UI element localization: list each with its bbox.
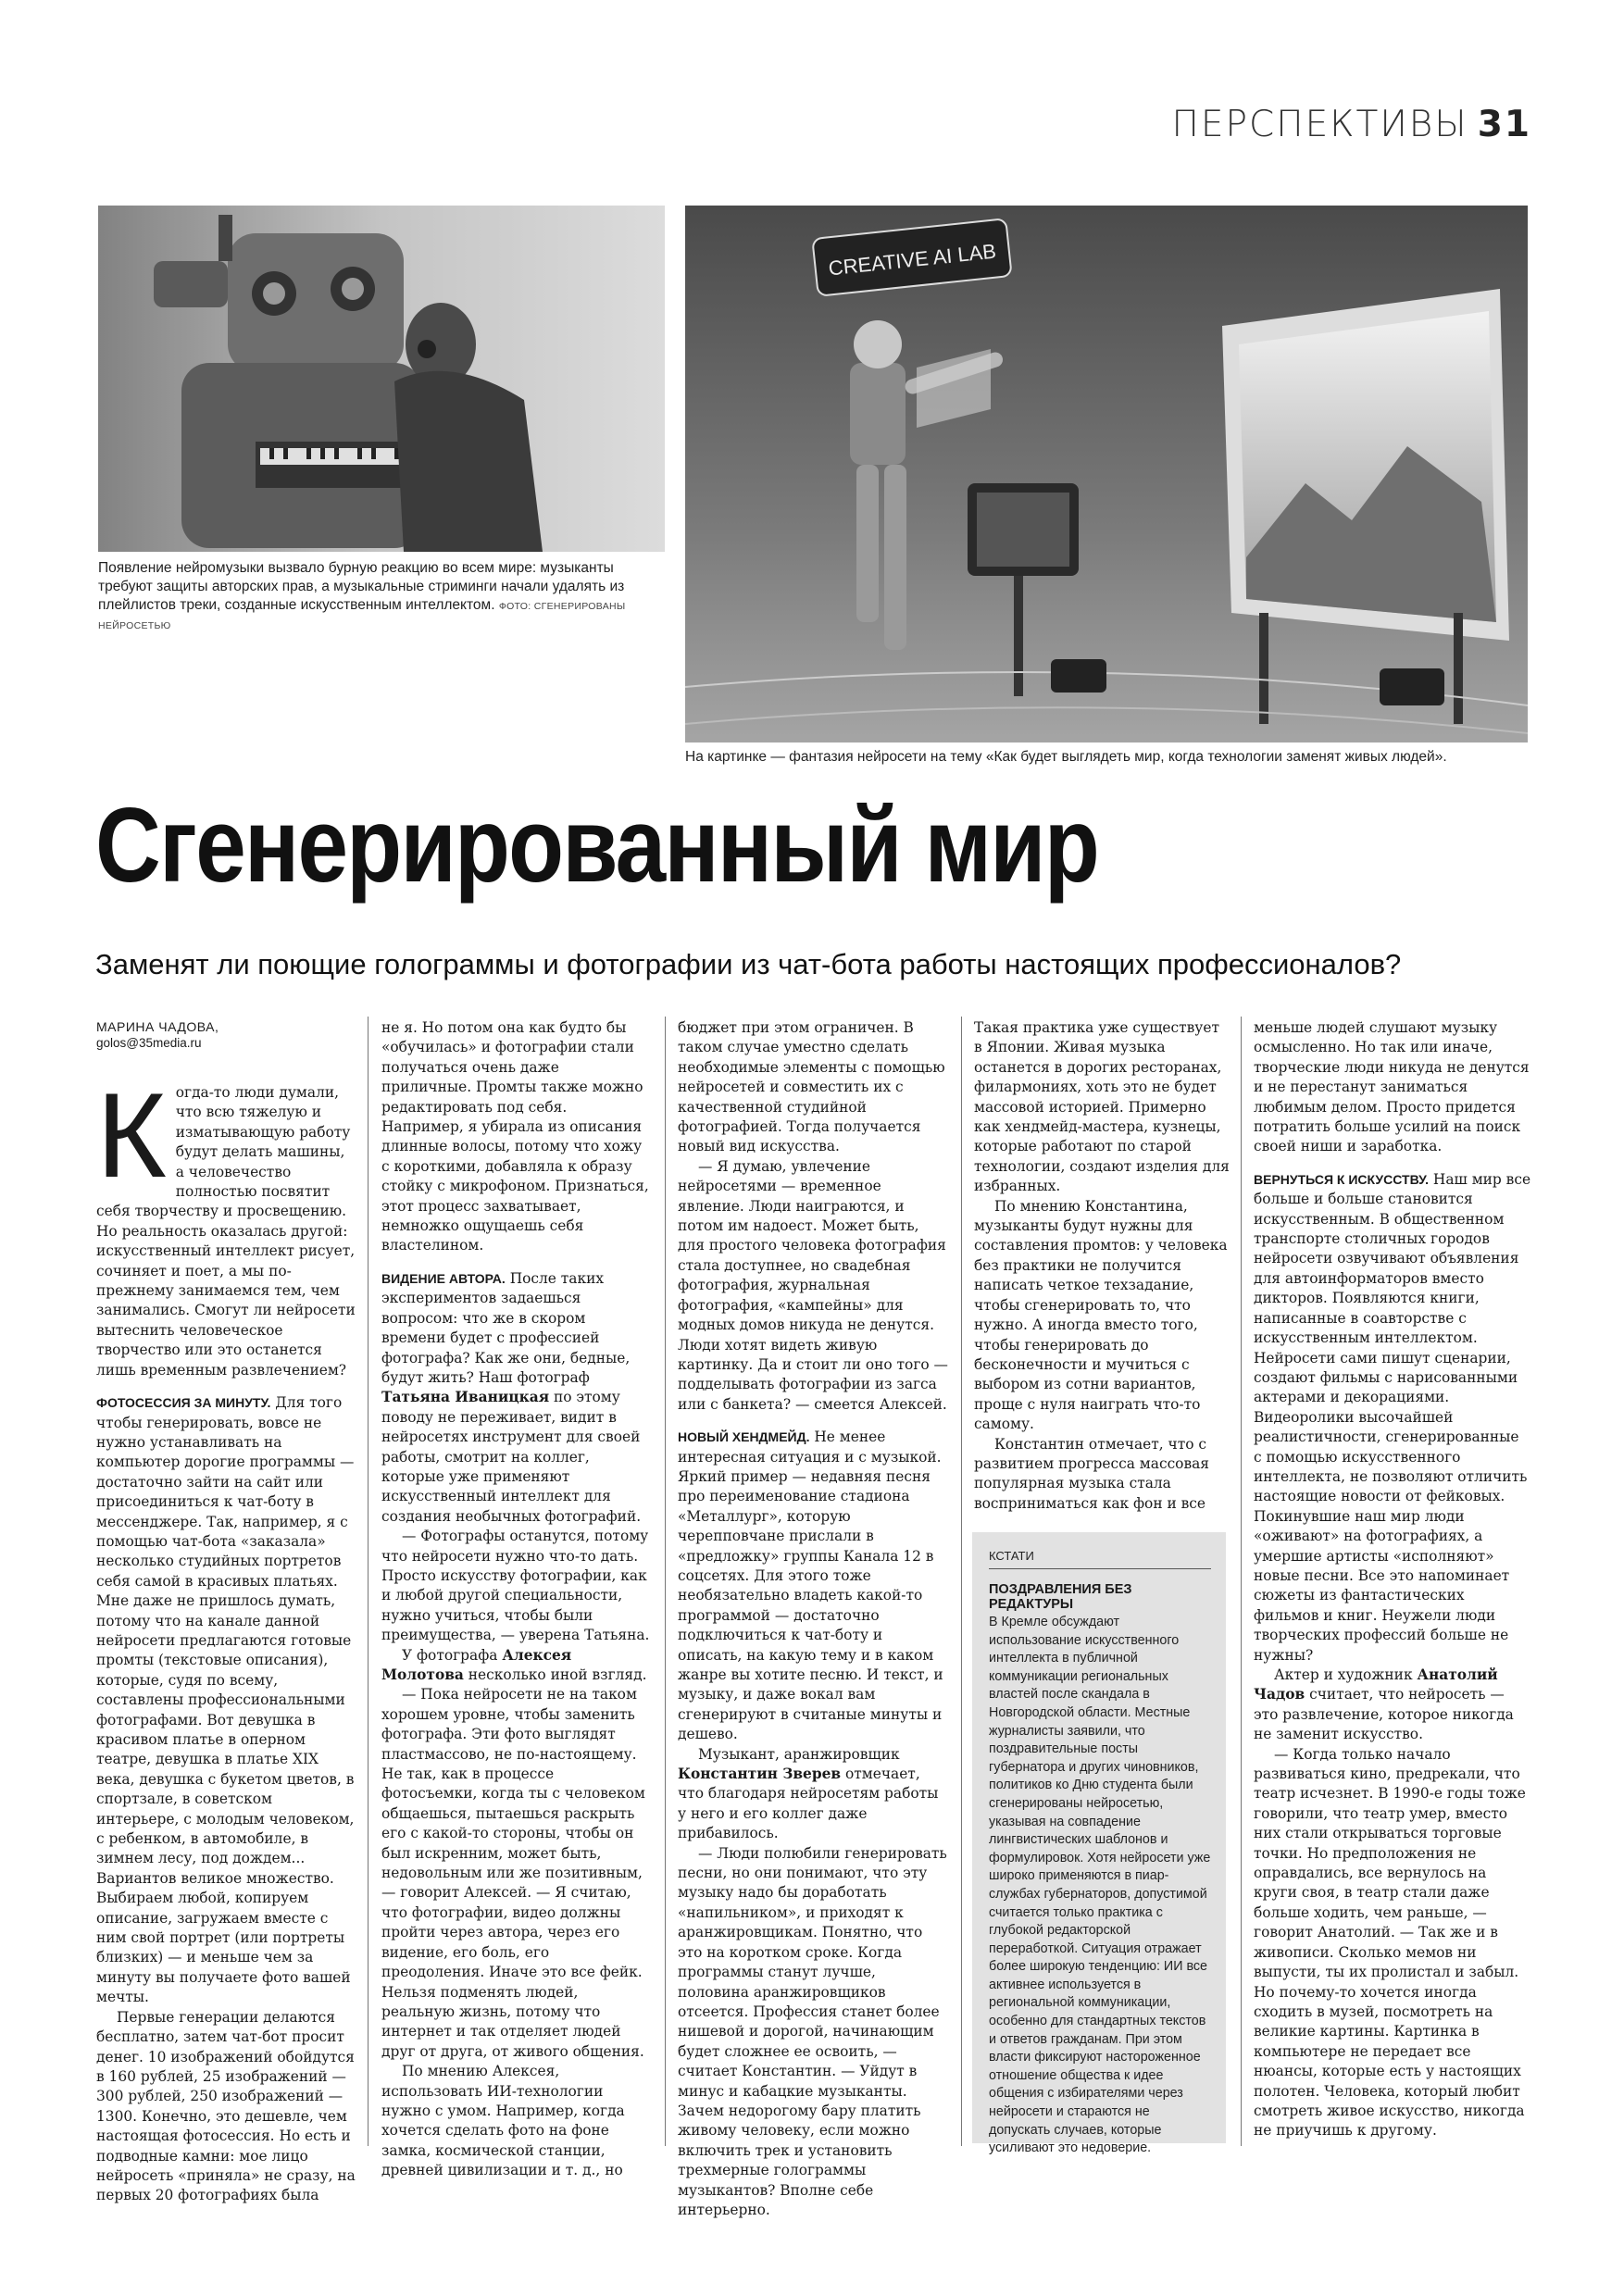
sidebar-title: ПОЗДРАВЛЕНИЯ БЕЗ РЕДАКТУРЫ: [989, 1582, 1132, 1612]
headline: Сгенерированный мир: [95, 787, 1099, 905]
drop-cap: К: [96, 1067, 167, 1203]
column-divider: [665, 1017, 666, 2146]
paragraph: — Когда только начало развиваться кино, предрекали, что театр исчезнет. В 1990-е годы тоже говорили, что театр умер, вместо них стали открываться торговые точки. Но предположения не оправдались, все вернулось на круги своя, в театр стали даже больше ходить, чем раньше, — говорит Анатолий. — Так же и в живописи. Сколько мемов ни выпусти, ты их пролистал и забыл. Но почему-то хочется иногда сходить в музей, посмотреть на великие картины. Картинка в компьютере не передает все нюансы, которые есть у настоящих полотен. Человека, который любит смотреть живое искусство, никогда не приучишь к другому.: [1254, 1745, 1526, 2140]
paragraph: — Фотографы останутся, потому что нейросети нужно что-то дать. Просто искусству фотографии, как и любой другой специальности, нужно учиться, чтобы были преимущества, — уверена Татьяна.: [381, 1528, 650, 1644]
paragraph: Музыкант, аранжировщик Константин Зверев отмечает, что благодаря нейросетям работы у него и его коллег даже прибавилось.: [678, 1745, 939, 1842]
column-1: [96, 1018, 356, 2206]
paragraph: По мнению Алексея, использовать ИИ-технологии нужно с умом. Например, когда хочется сделать фото на фоне замка, космической станции, древней цивилизации и т. д., но: [381, 2063, 625, 2179]
section-name: ПЕРСПЕКТИВЫ: [1171, 104, 1468, 145]
lead-paragraph: Когда-то люди думали, что всю тяжелую и изматывающую работу будут делать машины, а человечество полностью посвятит себя творчеству и просвещению. Но реальность оказалась другой: искусственный интеллект рисует, сочиняет и поет, а мы по-прежнему занимаемся тем, чем занимались. Смогут ли нейросети вытеснить человеческое творчество или это останется лишь временным развлечением?: [96, 1067, 356, 1379]
column-divider: [1241, 1017, 1242, 2146]
column-2: [381, 1018, 652, 2181]
paragraph: не я. Но потом она как будто бы «обучилась» и фотографии стали получаться очень даже приличные. Промты также можно редактировать под себя. Например, я убирала из описания длинные волосы, потому что хожу с короткими, добавляла к образу стойку с микрофоном. Признаться, этот процесс захватывает, немножко ощущаешь себя властелином.: [381, 1019, 649, 1254]
paragraph: Константин отмечает, что с развитием прогресса массовая популярная музыка стала восприниматься как фон и все: [974, 1435, 1209, 1512]
paragraph: ФОТОСЕССИЯ ЗА МИНУТУ. Для того чтобы генерировать, вовсе не нужно устанавливать на компьютер дорогие программы — достаточно зайти на сайт или присоединиться к чат-боту в мессенджере. Так, например, я с помощью чат-бота «заказала» несколько студийных портретов себя самой в красивых платьях. Мне даже не пришлось думать, потому что на канале данной нейросети предлагаются готовые промты (текстовые описания), которые, судя по всему, составлены профессиональными фотографами. Вот девушка в красивом платье в оперном театре, девушка в платье XIX века, девушка с букетом цветов, в спортзале, в советском интерьере, с молодым человеком, с ребенком, в автомобиле, в зимнем лесу, под дождем... Вариантов великое множество. Выбираем любой, копируем описание, загружаем вместе с ним свой портрет (или портреты близких) — и меньше чем за минуту вы получаете фото вашей мечты.: [96, 1394, 355, 2006]
column-4: [974, 1018, 1230, 1514]
photo-robot-pianist: [98, 206, 665, 552]
subheading: ВЕРНУТЬСЯ К ИСКУССТВУ.: [1254, 1171, 1429, 1187]
paragraph: Такая практика уже существует в Японии. Живая музыка останется в дорогих ресторанах, филармониях, хоть это не будет массовой историей. Примерно как хендмейд-мастера, кузнецы, которые работают по старой технологии, создают изделия для избранных.: [974, 1019, 1230, 1195]
photo-right-caption: [685, 748, 1528, 767]
subheading: ВИДЕНИЕ АВТОРА.: [381, 1270, 506, 1286]
column-divider: [961, 1017, 962, 2146]
paragraph: Первые генерации делаются бесплатно, затем чат-бот просит денег. 10 изображений обойдутся в 160 рублей, 25 изображений — 300 рублей, 250 изображений — 1300. Конечно, это дешевле, чем настоящая фотосессия. Но есть и подводные камни: мое лицо нейросеть «приняла» не сразу, на первых 20 фотографиях была: [96, 2008, 356, 2204]
author-name: МАРИНА ЧАДОВА,: [96, 1019, 219, 1034]
paragraph: Актер и художник Анатолий Чадов считает, что нейросеть — это развлечение, которое никогда не заменит искусство.: [1254, 1666, 1514, 1743]
page-number: 31: [1477, 104, 1531, 145]
column-5: [1254, 1018, 1531, 2141]
person-name: Анатолий Чадов: [1254, 1666, 1498, 1703]
person-name: Алексея Молотова: [381, 1646, 572, 1683]
sidebar-tag: КСТАТИ: [989, 1549, 1211, 1569]
paragraph: меньше людей слушают музыку осмысленно. Но так или иначе, творческие люди никуда не денутся и не перестанут заниматься любимым делом. Просто придется потратить больше усилий на поиск своей ниши и заработка.: [1254, 1019, 1530, 1155]
person-name: Татьяна Иваницкая: [381, 1389, 550, 1406]
subheading: НОВЫЙ ХЕНДМЕЙД.: [678, 1429, 810, 1445]
photo-left-caption: [98, 559, 665, 635]
sidebar-body: В Кремле обсуждают использование искусственного интеллекта в публичной коммуникации региональных властей после скандала в Новгородской области. Местные журналисты заявили, что поздравительные посты губернатора и других чиновников, политиков ко Дню студента были сгенерированы нейросетью, указывая на совпадение лингвистических шаблонов и формулировок. Хотя нейросети уже широко применяются в пиар-службах губернаторов, допустимой считается только практика с глубокой редакторской переработкой. Ситуация отражает более широкую тенденцию: ИИ все активнее используется в региональной коммуникации, особенно для стандартных текстов и ответов гражданам. При этом власти фиксируют настороженное отношение общества к идее общения с избирателями через нейросети и стараются не допускать случаев, которые усиливают это недоверие.: [989, 1615, 1211, 2156]
paragraph: По мнению Константина, музыканты будут нужны для составления промтов: у человека без практики не получится написать четкое техзадание, чтобы сгенерировать то, что нужно. А иногда вместо того, чтобы генерировать до бесконечности и мучиться с выбором из сотни вариантов, проще с нуля наиграть что-то самому.: [974, 1197, 1228, 1433]
paragraph: У фотографа Алексея Молотова несколько иной взгляд.: [381, 1646, 647, 1683]
sidebar-box: [972, 1532, 1226, 2156]
subheading: ФОТОСЕССИЯ ЗА МИНУТУ.: [96, 1395, 271, 1411]
paragraph: ВЕРНУТЬСЯ К ИСКУССТВУ. Наш мир все больше и больше становится искусственным. В общественном транспорте столичных городов нейросети озвучивают объявления для автоинформаторов вместо дикторов. Появляются книги, написанные в соавторстве с искусственным интеллектом. Нейросети сами пишут сценарии, создают фильмы с нарисованными актерами и декорациями. Видеоролики высочайшей реалистичности, сгенерированные с помощью искусственного интеллекта, не позволяют отличить настоящие новости от фейковых. Покинувшие наш мир люди «оживают» на фотографиях, а умершие артисты «исполняют» новые песни. Все это напоминает сюжеты из фантастических фильмов и книг. Неужели люди творческих профессий больше не нужны?: [1254, 1170, 1531, 1664]
photo-right-caption-text: На картинке — фантазия нейросети на тему «Как будет выглядеть мир, когда технологии заменят живых людей».: [685, 749, 1447, 765]
subheadline: Заменят ли поющие голограммы и фотографии из чат-бота работы настоящих профессионалов?: [95, 948, 1402, 980]
paragraph: ВИДЕНИЕ АВТОРА. После таких экспериментов задаешься вопросом: что же в скором времени будет с профессией фотографа? Как же они, бедные, будут жить? Наш фотограф Татьяна Иваницкая по этому поводу не переживает, видит в нейросетях инструмент для своей работы, смотрит на коллег, которые уже применяют искусственный интеллект для создания необычных фотографий.: [381, 1269, 642, 1525]
paragraph: — Я думаю, увлечение нейросетями — временное явление. Люди наиграются, и потом им надоест. Может быть, для простого человека фотография стала доступнее, но свадебная фотография, журнальная фотография, «кампейны» для модных домов никуда не денутся. Люди хотят видеть живую картинку. Да и стоит ли оно того — подделывать фотографии из загса или с банкета? — смеется Алексей.: [678, 1157, 948, 1413]
column-divider: [368, 1017, 369, 2146]
lab-sign-text: CREATIVE AI LAB: [827, 239, 997, 281]
paragraph: НОВЫЙ ХЕНДМЕЙД. Не менее интересная ситуация и с музыкой. Яркий пример — недавняя песня про переименование стадиона «Металлург», которую черепповчане прислали в «предложку» группы Канала 12 в соцсетях. Для этого тоже необязательно владеть какой-то программой — достаточно подключиться к чат-боту и описать, на какую тему и в каком жанре вы хотите песню. И текст, и музыку, и даже вокал вам сгенерируют в считаные минуты и дешево.: [678, 1429, 943, 1743]
column-3: [678, 1018, 950, 2220]
person-name: Константин Зверев: [678, 1766, 842, 1783]
page-header: [1172, 104, 1531, 145]
photo-left-caption-text: Появление нейромузыки вызвало бурную реакцию во всем мире: музыканты требуют защиты авторских прав, а музыкальные стриминги начали удалять из плейлистов треки, созданные искусственным интеллектом.: [98, 560, 625, 613]
paragraph: бюджет при этом ограничен. В таком случае уместно сделать необходимые элементы с помощью нейросетей и совместить их с качественной студийной фотографией. Тогда получается новый вид искусства.: [678, 1019, 945, 1155]
paragraph: — Пока нейросети не на таком хорошем уровне, чтобы заменить фотографа. Эти фото выглядят пластмассово, не по-настоящему. Не так, как в процессе фотосъемки, когда ты с человеком общаешься, пытаешься раскрыть его с какой-то стороны, чтобы он был искренним, может быть, недовольным или же позитивным, — говорит Алексей. — Я считаю, что фотографии, видео должны пройти через автора, через его видение, его боль, его преодоления. Иначе это все фейк. Нельзя подменять людей, реальную жизнь, потому что интернет и так отделяет людей друг от друга, от живого общения.: [381, 1686, 645, 2060]
paragraph: — Люди полюбили генерировать песни, но они понимают, что эту музыку надо бы доработать «напильником», и приходят к аранжировщикам. Понятно, что это на коротком сроке. Когда программы станут лучше, половина аранжировщиков отсеется. Профессия станет более нишевой и дорогой, начинающим будет сложнее ее освоить, — считает Константин. — Уйдут в минус и кабацкие музыканты. Зачем недорогому бару платить живому человеку, если можно включить трек и установить трехмерные голограммы музыкантов? Вполне себе интерьерно.: [678, 1844, 947, 2218]
photo-robot-painter: [685, 206, 1528, 742]
author-email: golos@35media.ru: [96, 1036, 202, 1050]
photo-credit: ФОТО: СГЕНЕРИРОВАНЫ НЕЙРОСЕТЬЮ: [98, 601, 626, 631]
